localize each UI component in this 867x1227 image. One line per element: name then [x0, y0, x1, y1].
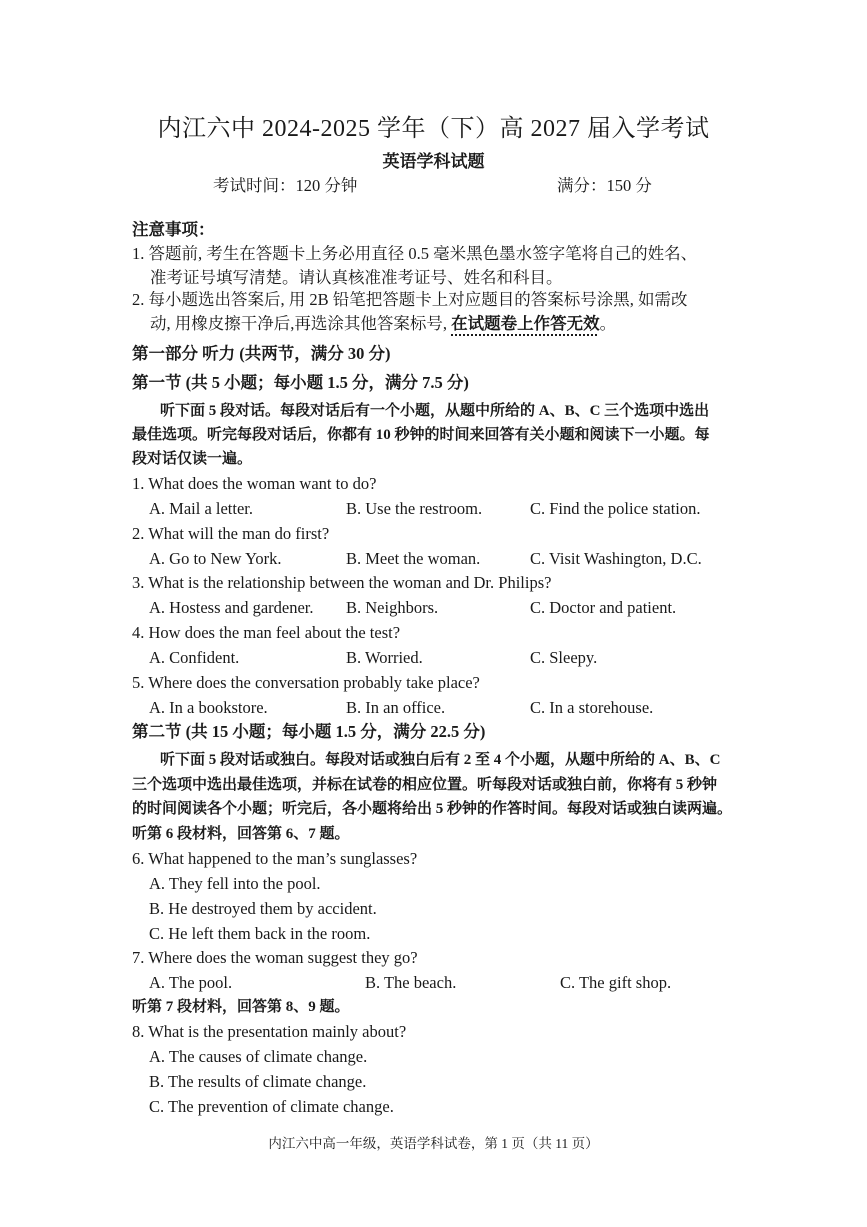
question-5-option-b: B. In an office. [346, 698, 446, 717]
notice-emphasis: 在试题卷上作答无效 [451, 314, 600, 333]
section2-heading: 第二节 (共 15 小题；每小题 1.5 分，满分 22.5 分) [132, 722, 486, 741]
question-1-option-a: A. Mail a letter. [149, 499, 254, 518]
exam-title: 内江六中 2024-2025 学年（下）高 2027 届入学考试 [157, 116, 710, 142]
notice-item-1-line-1: 1. 答题前, 考生在答题卡上务必用直径 0.5 毫米黑色墨水签字笔将自己的姓名、 [132, 244, 698, 263]
question-3-option-a: A. Hostess and gardener. [149, 598, 314, 617]
exam-subtitle: 英语学科试题 [382, 152, 485, 171]
part1-heading: 第一部分 听力 (共两节，满分 30 分) [132, 344, 391, 363]
question-7-option-b: B. The beach. [365, 973, 457, 992]
question-2-option-b: B. Meet the woman. [346, 549, 481, 568]
question-6: 6. What happened to the man’s sunglasses? [132, 849, 418, 868]
question-7-option-a: A. The pool. [149, 973, 233, 992]
question-8: 8. What is the presentation mainly about? [132, 1022, 407, 1041]
page-footer: 内江六中高一年级，英语学科试卷，第 1 页（共 11 页） [268, 1136, 599, 1151]
material-7-heading: 听第 7 段材料，回答第 8、9 题。 [132, 999, 350, 1015]
question-4: 4. How does the man feel about the test? [132, 623, 401, 642]
question-3-option-b: B. Neighbors. [346, 598, 439, 617]
question-1-option-c: C. Find the police station. [530, 499, 701, 518]
question-7: 7. Where does the woman suggest they go? [132, 948, 418, 967]
notice-heading: 注意事项： [132, 220, 215, 239]
notice-item-2-line-1: 2. 每小题选出答案后, 用 2B 铅笔把答题卡上对应题目的答案标号涂黑, 如需改 [132, 290, 688, 309]
question-2-option-a: A. Go to New York. [149, 549, 282, 568]
question-7-option-c: C. The gift shop. [560, 973, 672, 992]
material-6-heading: 听第 6 段材料，回答第 6、7 题。 [132, 826, 350, 842]
question-4-option-b: B. Worried. [346, 648, 423, 667]
question-6-option-a: A. They fell into the pool. [149, 874, 321, 893]
section2-instr-line-3: 的时间阅读各个小题；听完后，各小题将给出 5 秒钟的作答时间。每段对话或独白读两遍。 [132, 801, 733, 817]
question-8-option-b: B. The results of climate change. [149, 1072, 367, 1091]
question-4-option-a: A. Confident. [149, 648, 240, 667]
question-6-option-b: B. He destroyed them by accident. [149, 899, 377, 918]
section1-heading: 第一节 (共 5 小题；每小题 1.5 分，满分 7.5 分) [132, 373, 469, 392]
notice-item-2-text: 动, 用橡皮擦干净后,再选涂其他答案标号, [150, 314, 452, 333]
section2-instr-line-1: 听下面 5 段对话或独白。每段对话或独白后有 2 至 4 个小题，从题中所给的 A、B、C [160, 752, 721, 768]
question-3-option-c: C. Doctor and patient. [530, 598, 677, 617]
notice-item-1-line-2: 准考证号填写清楚。请认真核准准考证号、姓名和科目。 [150, 268, 563, 287]
section2-instr-line-2: 三个选项中选出最佳选项，并标在试卷的相应位置。听每段对话或独白前，你将有 5 秒钟 [132, 777, 718, 793]
question-2: 2. What will the man do first? [132, 524, 330, 543]
question-8-option-a: A. The causes of climate change. [149, 1047, 368, 1066]
section1-instr-line-2: 最佳选项。听完每段对话后，你都有 10 秒钟的时间来回答有关小题和阅读下一小题。每 [132, 427, 710, 443]
notice-period: 。 [599, 314, 617, 333]
question-1-option-b: B. Use the restroom. [346, 499, 483, 518]
section1-instr-line-3: 段对话仅读一遍。 [132, 451, 253, 467]
question-3: 3. What is the relationship between the woman and Dr. Philips? [132, 573, 552, 592]
question-5-option-c: C. In a storehouse. [530, 698, 654, 717]
question-2-option-c: C. Visit Washington, D.C. [530, 549, 702, 568]
notice-item-2-line-2 [150, 316, 616, 333]
question-5: 5. Where does the conversation probably take place? [132, 673, 480, 692]
exam-score: 满分：150 分 [557, 176, 652, 195]
exam-time: 考试时间：120 分钟 [213, 176, 358, 195]
question-6-option-c: C. He left them back in the room. [149, 924, 371, 943]
question-8-option-c: C. The prevention of climate change. [149, 1097, 394, 1116]
question-1: 1. What does the woman want to do? [132, 474, 377, 493]
question-4-option-c: C. Sleepy. [530, 648, 598, 667]
section1-instr-line-1: 听下面 5 段对话。每段对话后有一个小题，从题中所给的 A、B、C 三个选项中选出 [160, 403, 710, 419]
question-5-option-a: A. In a bookstore. [149, 698, 268, 717]
